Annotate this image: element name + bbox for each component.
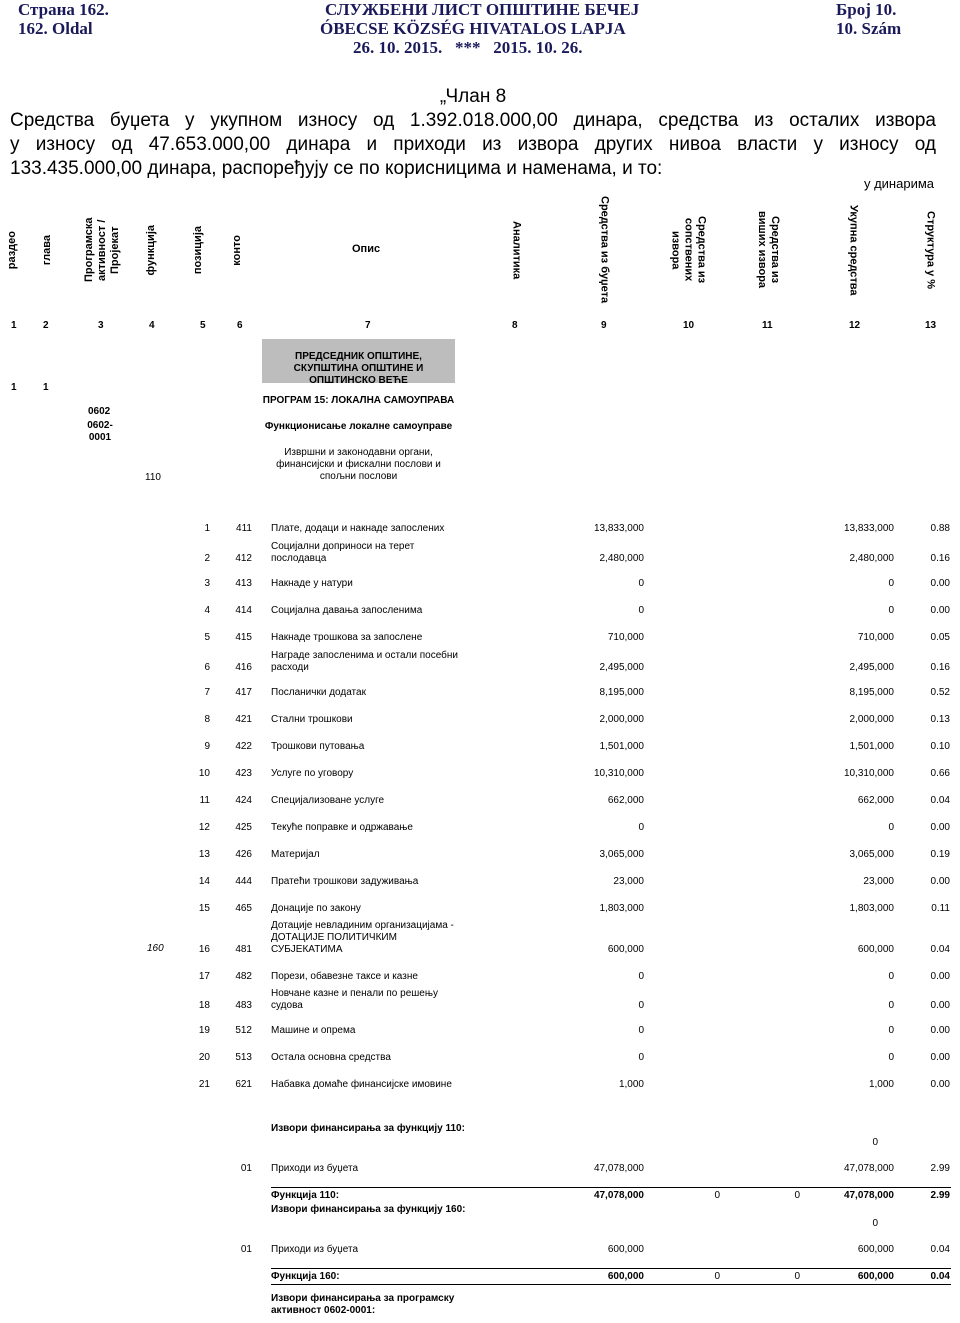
func-110-label: Функција 110:	[271, 1190, 340, 1201]
col-header-budzet: Средства из буџета	[598, 196, 611, 304]
row-pozicija: 14	[198, 876, 210, 887]
row-ukupno: 0	[888, 971, 894, 982]
sources-110-title: Извори финансирања за функцију 110:	[271, 1123, 465, 1134]
row-opis: Остала основна средства	[271, 1052, 391, 1063]
row-struktura: 0.52	[930, 687, 950, 698]
row-opis: Социјална давања запосленима	[271, 605, 423, 616]
func-110-budzet: 47,078,000	[593, 1190, 644, 1201]
col-header-ukupna: Укупна средства	[847, 204, 860, 296]
row-ukupno: 0	[888, 822, 894, 833]
row-pozicija: 10	[198, 768, 210, 779]
row-budzet: 2,495,000	[599, 662, 644, 673]
row-budzet: 8,195,000	[599, 687, 644, 698]
src-110-label: Приходи из буџета	[271, 1163, 359, 1174]
func-110-pct: 2.99	[930, 1190, 950, 1201]
row-opis: Новчане казне и пенали по решењу судова	[271, 988, 438, 1011]
row-konto: 512	[235, 1025, 252, 1036]
row-ukupno: 2,000,000	[849, 714, 894, 725]
row-konto: 481	[235, 944, 252, 955]
activity-code: 0602-0001	[87, 420, 113, 443]
issue-number-hu: 10. Szám	[836, 19, 902, 38]
org-name: ПРЕДСЕДНИК ОПШТИНЕ, СКУПШТИНА ОПШТИНЕ И ОПШТИНСКО ВЕЋЕ	[293, 351, 424, 386]
row-ukupno: 2,495,000	[849, 662, 894, 673]
src-160-label: Приходи из буџета	[271, 1244, 359, 1255]
row-pozicija: 17	[198, 971, 210, 982]
row-budzet: 0	[638, 1052, 644, 1063]
sources-160-total: 0	[872, 1218, 878, 1229]
row-budzet: 710,000	[607, 632, 644, 643]
row-ukupno: 23,000	[863, 876, 894, 887]
func-160-label: Функција 160:	[271, 1271, 340, 1282]
col-header-funkcija: функција	[144, 224, 157, 276]
func-110-sop: 0	[714, 1190, 720, 1201]
func-110-rule	[271, 1187, 951, 1188]
row-ukupno: 10,310,000	[843, 768, 894, 779]
row-struktura: 0.05	[930, 632, 950, 643]
row-struktura: 0.16	[930, 553, 950, 564]
func-160-sop: 0	[714, 1271, 720, 1282]
row-pozicija: 18	[198, 1000, 210, 1011]
col-header-opis: Опис	[352, 243, 381, 255]
row-ukupno: 3,065,000	[849, 849, 894, 860]
row-opis: Трошкови путовања	[271, 741, 365, 752]
col-header-konto: конто	[230, 234, 243, 266]
intro-line-3: 133.435.000,00 динара, распоређују се по корисницима и наменама, и то:	[10, 158, 663, 179]
row-konto: 422	[235, 741, 252, 752]
page-number-hu: 162. Oldal	[18, 19, 93, 38]
row-opis: Пратећи трошкови задуживања	[271, 876, 419, 887]
row-pozicija: 20	[198, 1052, 210, 1063]
row-opis: Дотације невладиним организацијама - ДОТАЦИЈЕ ПОЛИТИЧКИМ СУБЈЕКАТИМА	[271, 920, 454, 955]
row-konto: 425	[235, 822, 252, 833]
row-struktura: 0.04	[930, 944, 950, 955]
row-konto: 482	[235, 971, 252, 982]
row-opis: Стални трошкови	[271, 714, 353, 725]
activity-name: Функционисање локалне самоуправе	[264, 421, 453, 432]
row-opis: Награде запосленима и остали посебни расходи	[271, 650, 458, 673]
row-ukupno: 600,000	[857, 944, 894, 955]
row-opis: Порези, обавезне таксе и казне	[271, 971, 418, 982]
row-pozicija: 21	[198, 1079, 210, 1090]
column-numbers: 1 2 3 4 5 6 7 8 9 10 11 12 13	[11, 320, 937, 331]
row-struktura: 0.11	[931, 903, 950, 914]
row-budzet: 0	[638, 605, 644, 616]
col-header-pozicija: позиција	[191, 225, 204, 275]
func-110-ukupno: 47,078,000	[843, 1190, 894, 1201]
row-konto: 413	[235, 578, 252, 589]
row-budzet: 2,000,000	[599, 714, 644, 725]
col-header-glava: глава	[40, 234, 53, 266]
row-budzet: 0	[638, 1000, 644, 1011]
row-budzet: 600,000	[607, 944, 644, 955]
page-header	[0, 0, 960, 60]
row-pozicija: 3	[204, 578, 210, 589]
row-opis: Социјални доприноси на терет послодавца	[271, 541, 415, 564]
journal-title-sr: СЛУЖБЕНИ ЛИСТ ОПШТИНЕ БЕЧЕЈ	[325, 0, 640, 19]
row-konto: 465	[235, 903, 252, 914]
col-header-razdeo: раздео	[5, 230, 18, 270]
src-110-code: 01	[240, 1163, 252, 1174]
journal-title-hu: ÓBECSE KÖZSÉG HIVATALOS LAPJA	[320, 19, 626, 38]
row-budzet: 0	[638, 578, 644, 589]
row-budzet: 13,833,000	[593, 523, 644, 534]
row-budzet: 23,000	[613, 876, 644, 887]
row-pozicija: 4	[204, 605, 210, 616]
row-pozicija: 15	[198, 903, 210, 914]
row-budzet: 1,000	[618, 1079, 644, 1090]
row-konto: 483	[235, 1000, 252, 1011]
row-ukupno: 13,833,000	[843, 523, 894, 534]
row-struktura: 0.00	[930, 1025, 950, 1036]
row-opis: Набавка домаће финансијске имовине	[271, 1079, 452, 1090]
activity-sources-title: Извори финансирања за програмску активност 0602-0001:	[271, 1293, 455, 1316]
row-struktura: 0.00	[930, 1052, 950, 1063]
row-budzet: 1,501,000	[599, 741, 644, 752]
src-160-ukupno: 600,000	[857, 1244, 894, 1255]
intro-line-1: Средства буџета у укупном износу од 1.392.018.000,00 динара, средства из осталих извора	[10, 110, 936, 131]
row-ukupno: 1,501,000	[849, 741, 894, 752]
row-struktura: 0.16	[930, 662, 950, 673]
func-160-ukupno: 600,000	[857, 1271, 894, 1282]
row-opis: Посланички додатак	[271, 687, 366, 698]
row-konto: 417	[235, 687, 252, 698]
row-konto: 412	[235, 553, 252, 564]
row-ukupno: 0	[888, 1052, 894, 1063]
article-intro	[10, 85, 936, 181]
row-opis: Услуге по уговору	[271, 768, 354, 779]
row-budzet: 662,000	[607, 795, 644, 806]
row-ukupno: 0	[888, 605, 894, 616]
col-header-program: Програмска активност / Пројекат	[82, 217, 121, 283]
src-160-code: 01	[240, 1244, 252, 1255]
row-budzet: 0	[638, 1025, 644, 1036]
article-title: „Члан 8	[439, 86, 507, 107]
col-header-visi: Средства из виших извора	[756, 211, 781, 289]
row-struktura: 0.00	[930, 1000, 950, 1011]
row-pozicija: 16	[198, 944, 210, 955]
row-konto: 513	[235, 1052, 252, 1063]
func-160-rule	[271, 1268, 951, 1269]
row-struktura: 0.19	[930, 849, 950, 860]
row-konto: 424	[235, 795, 252, 806]
row-konto: 423	[235, 768, 252, 779]
row-pozicija: 13	[198, 849, 210, 860]
src-110-pct: 2.99	[930, 1163, 950, 1174]
sources-160-title: Извори финансирања за функцију 160:	[271, 1204, 466, 1215]
row-ukupno: 2,480,000	[849, 553, 894, 564]
row-struktura: 0.00	[930, 876, 950, 887]
function-code: 110	[145, 472, 161, 483]
src-110-budzet: 47,078,000	[593, 1163, 644, 1174]
row-pozicija: 11	[199, 795, 210, 806]
org-glava: 1	[43, 382, 49, 393]
row-opis: Материјал	[271, 849, 320, 860]
issue-date: 26. 10. 2015. *** 2015. 10. 26.	[353, 38, 583, 57]
func-160-pct: 0.04	[930, 1271, 950, 1282]
col-header-sopstveni: Средства из сопствених извора	[669, 216, 708, 284]
row-konto: 411	[236, 523, 252, 534]
row-pozicija: 19	[198, 1025, 210, 1036]
row-opis: Текуће поправке и одржавање	[271, 822, 413, 833]
row-budzet: 3,065,000	[599, 849, 644, 860]
src-160-budzet: 600,000	[607, 1244, 644, 1255]
row-struktura: 0.13	[930, 714, 950, 725]
row-ukupno: 0	[888, 578, 894, 589]
row-konto: 426	[235, 849, 252, 860]
row-konto: 421	[235, 714, 252, 725]
row-konto: 415	[235, 632, 252, 643]
row-pozicija: 9	[204, 741, 210, 752]
row-konto: 444	[235, 876, 252, 887]
row-opis: Накнаде у натури	[271, 578, 353, 589]
row-ukupno: 0	[888, 1000, 894, 1011]
row-struktura: 0.04	[930, 795, 950, 806]
row-opis: Накнаде трошкова за запослене	[271, 632, 423, 643]
row-pozicija: 12	[198, 822, 210, 833]
src-110-ukupno: 47,078,000	[843, 1163, 894, 1174]
src-160-pct: 0.04	[930, 1244, 950, 1255]
row-budzet: 2,480,000	[599, 553, 644, 564]
page-number-sr: Страна 162.	[18, 0, 109, 19]
row-struktura: 0.00	[930, 605, 950, 616]
row-ukupno: 1,803,000	[849, 903, 894, 914]
row-struktura: 0.10	[930, 741, 950, 752]
row-struktura: 0.00	[930, 578, 950, 589]
row-budzet: 0	[638, 822, 644, 833]
row-pozicija: 6	[204, 662, 210, 673]
row-konto: 414	[235, 605, 252, 616]
row-struktura: 0.00	[930, 822, 950, 833]
row-budzet: 10,310,000	[593, 768, 644, 779]
sources-110-total: 0	[872, 1137, 878, 1148]
row-budzet: 0	[638, 971, 644, 982]
row-struktura: 0.88	[930, 523, 950, 534]
row-ukupno: 662,000	[857, 795, 894, 806]
row-struktura: 0.66	[930, 768, 950, 779]
row-budzet: 1,803,000	[599, 903, 644, 914]
program-code: 0602	[88, 406, 111, 417]
program-name: ПРОГРАМ 15: ЛОКАЛНА САМОУПРАВА	[262, 395, 455, 406]
row-ukupno: 8,195,000	[849, 687, 894, 698]
issue-number-sr: Број 10.	[836, 0, 897, 19]
org-razdeo: 1	[11, 382, 17, 393]
row-pozicija: 5	[204, 632, 210, 643]
row-ukupno: 0	[888, 1025, 894, 1036]
row-opis: Специјализоване услуге	[271, 795, 385, 806]
row-opis: Плате, додаци и накнаде запослених	[271, 523, 445, 534]
func-160-visi: 0	[794, 1271, 800, 1282]
row-ukupno: 710,000	[857, 632, 894, 643]
row-ukupno: 1,000	[868, 1079, 894, 1090]
row-konto: 416	[235, 662, 252, 673]
function2-code: 160	[147, 943, 164, 954]
func-110-visi: 0	[794, 1190, 800, 1201]
row-opis: Донације по закону	[271, 903, 361, 914]
function-name: Извршни и законодавни органи, финансијски и фискални послови и спољни послови	[276, 447, 441, 482]
currency-unit: у динарима	[863, 176, 934, 191]
row-struktura: 0.00	[930, 1079, 950, 1090]
row-konto: 621	[235, 1079, 252, 1090]
row-pozicija: 1	[204, 523, 210, 534]
col-header-struktura: Структура у %	[924, 210, 937, 289]
row-pozicija: 8	[204, 714, 210, 725]
row-pozicija: 7	[204, 687, 210, 698]
intro-line-2: у износу од 47.653.000,00 динара и приходи из извора других нивоа власти у износу од	[10, 134, 936, 155]
func-160-budzet: 600,000	[607, 1271, 644, 1282]
row-struktura: 0.00	[930, 971, 950, 982]
row-opis: Машине и опрема	[271, 1025, 356, 1036]
row-pozicija: 2	[204, 553, 210, 564]
col-header-analitika: Аналитика	[510, 220, 523, 280]
activity-rule	[271, 1284, 951, 1285]
